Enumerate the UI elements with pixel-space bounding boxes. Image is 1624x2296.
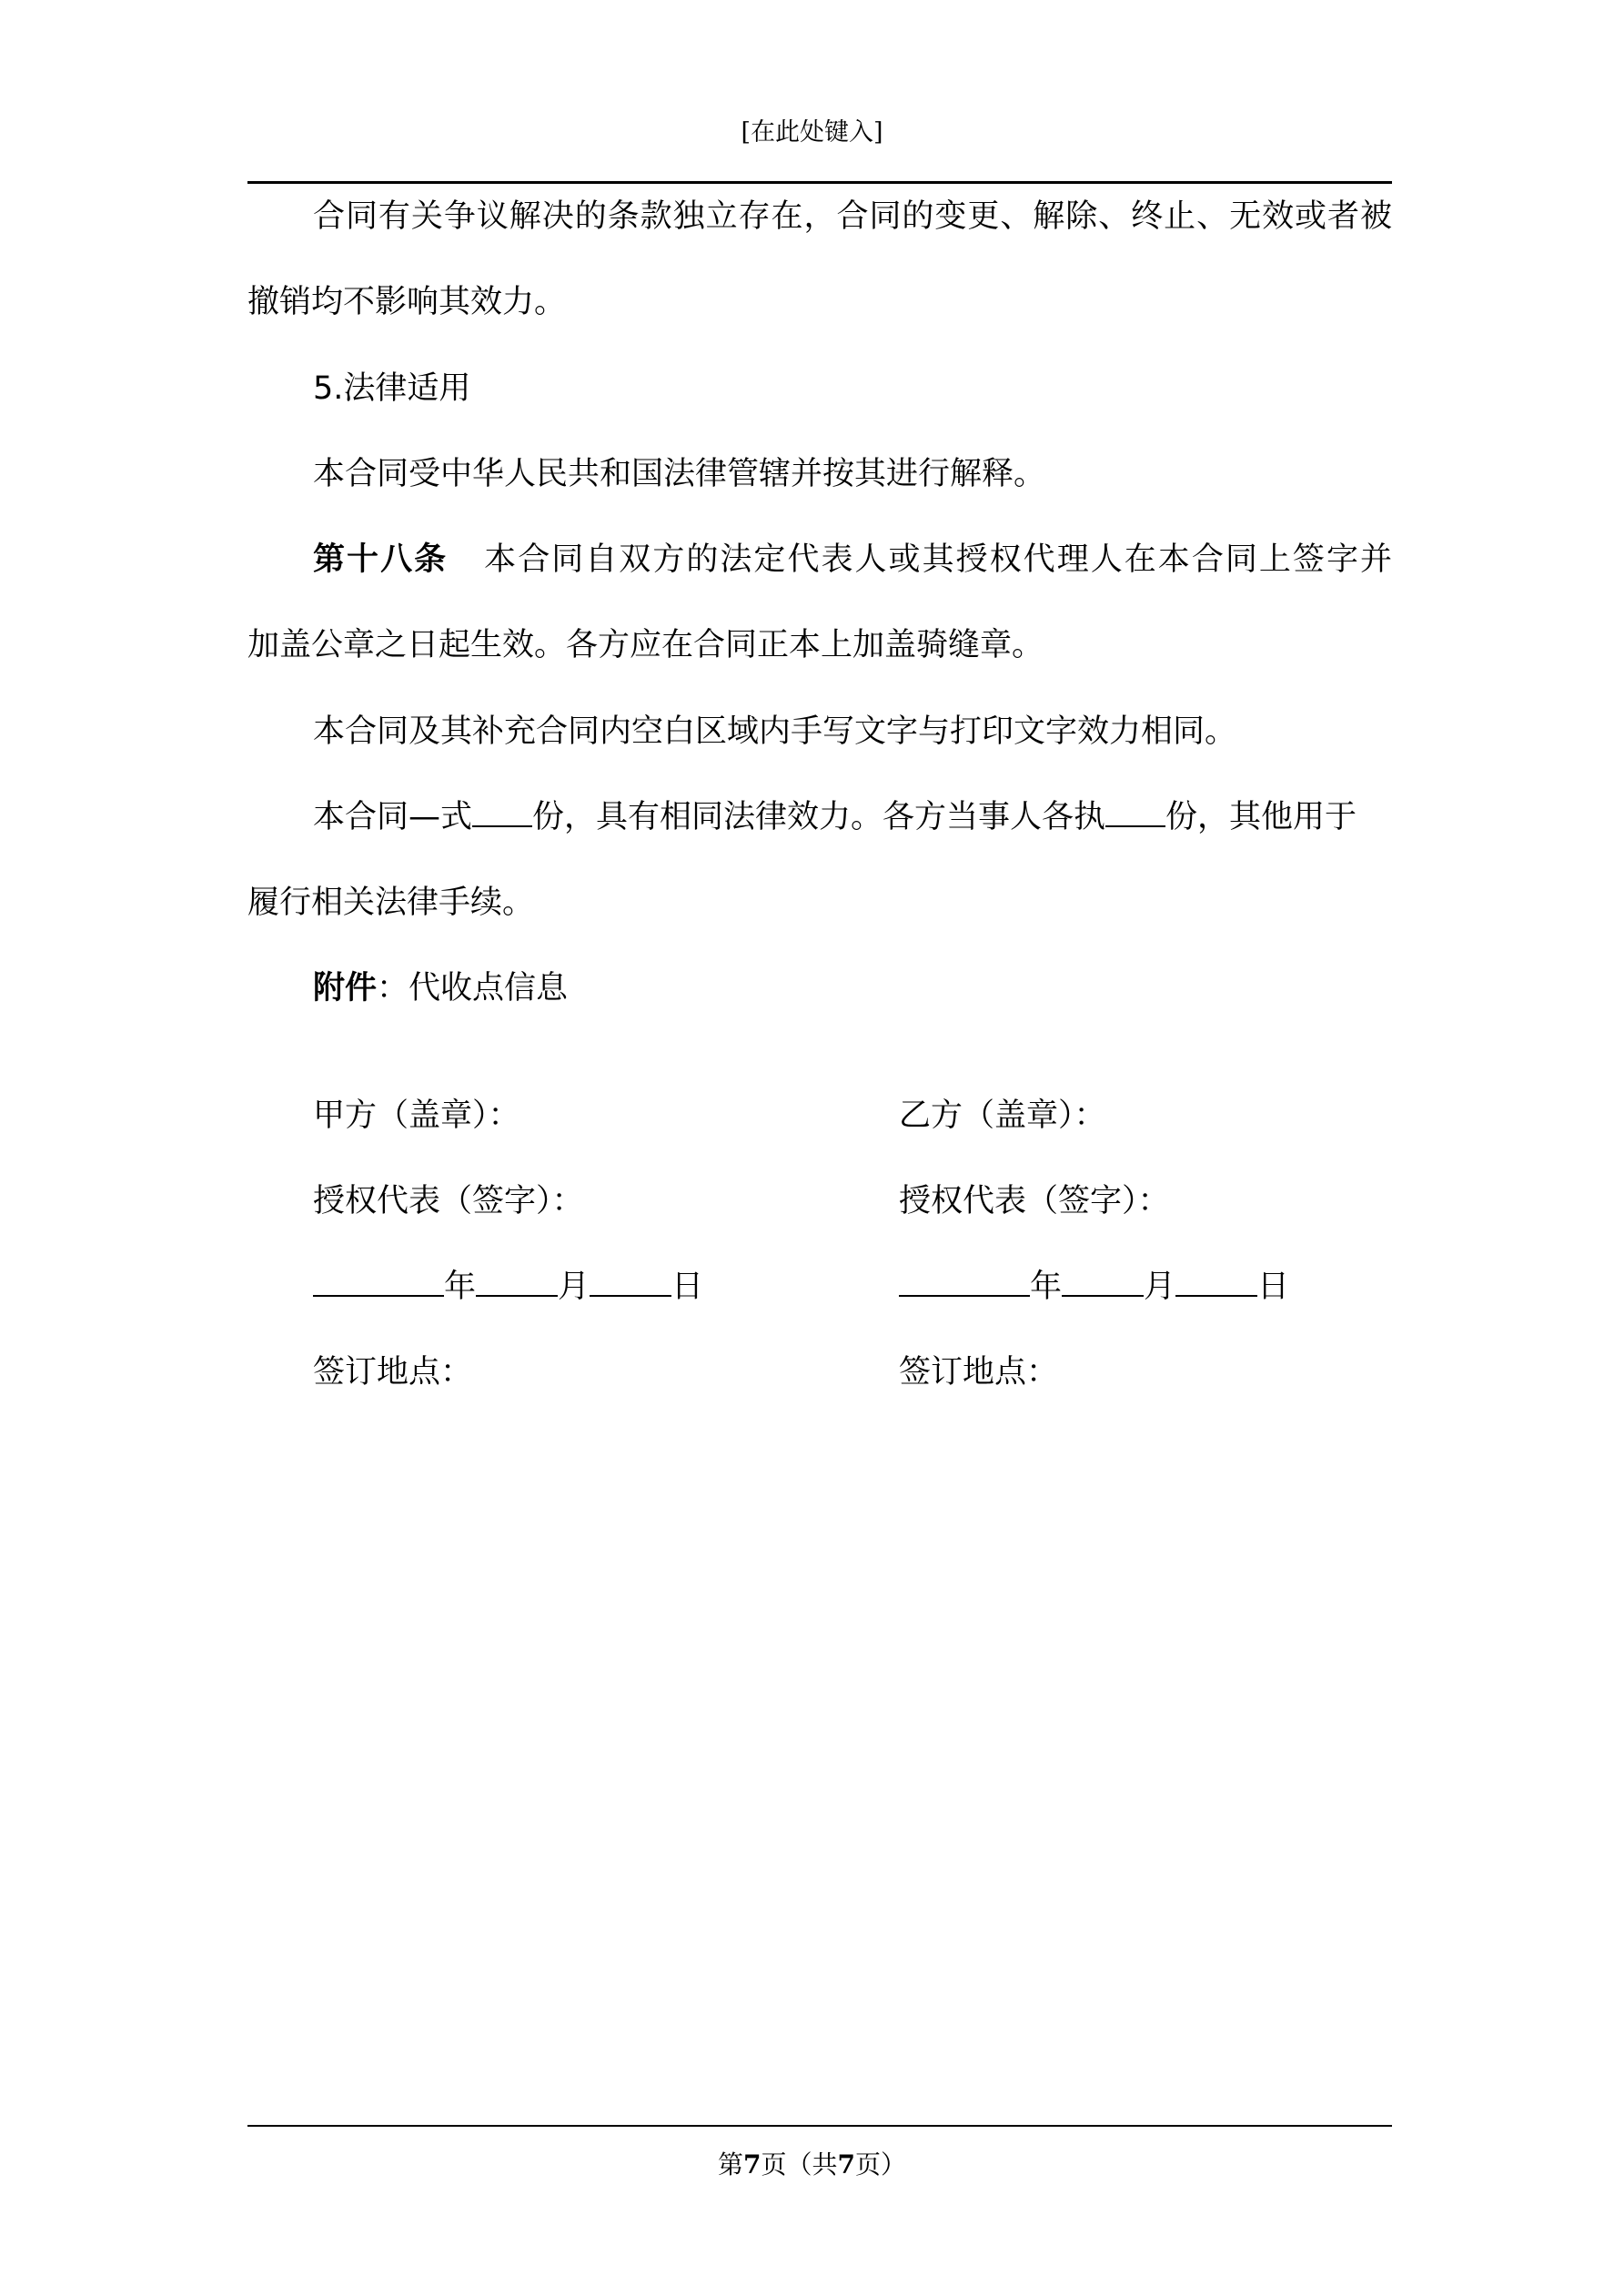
party-a-representative: 授权代表（签字）：	[313, 1183, 584, 1219]
attachment-text: ：代收点信息	[377, 970, 569, 1006]
attachment-label: 附件	[313, 970, 378, 1006]
party-b-seal: 乙方（盖章）：	[899, 1097, 1106, 1134]
party-b-day-blank[interactable]	[1175, 1268, 1257, 1297]
party-a-place: 签订地点：	[313, 1354, 473, 1391]
paragraph-governing-law: 本合同受中华人民共和国法律管辖并按其进行解释。	[313, 456, 1046, 492]
year-label: 年	[1030, 1269, 1063, 1305]
copies-text-c: 份，其他用于	[1165, 799, 1357, 835]
copies-text-b: 份，具有相同法律效力。各方当事人各执	[532, 799, 1106, 835]
party-a-day-blank[interactable]	[590, 1268, 671, 1297]
copies-each-blank[interactable]	[1105, 798, 1165, 827]
party-a-date	[313, 1265, 703, 1309]
article-18-line2: 加盖公章之日起生效。各方应在合同正本上加盖骑缝章。	[247, 627, 1044, 663]
paragraph-dispute-line1: 合同有关争议解决的条款独立存在，合同的变更、解除、终止、无效或者被	[313, 198, 1392, 235]
footer-mid: 页（共	[761, 2149, 838, 2180]
page-footer	[0, 2148, 1624, 2182]
paragraph-copies-line2: 履行相关法律手续。	[247, 885, 535, 921]
party-b-place: 签订地点：	[899, 1354, 1059, 1391]
paragraph-copies-line1	[313, 795, 1357, 839]
page-header: [在此处键入]	[741, 118, 883, 147]
party-b-date	[899, 1265, 1289, 1309]
attachment-line	[313, 966, 568, 1010]
article-18-label: 第十八条	[313, 541, 449, 578]
party-a-month-blank[interactable]	[476, 1268, 558, 1297]
total-page-number: 7	[837, 2149, 855, 2180]
paragraph-dispute-line2: 撤销均不影响其效力。	[247, 284, 567, 320]
footer-prefix: 第	[717, 2149, 743, 2180]
article-18-line1	[313, 538, 1392, 582]
section-governing-law: 5.法律适用	[313, 370, 471, 407]
day-label: 日	[1257, 1269, 1290, 1305]
copies-text-a: 本合同—式	[313, 799, 473, 835]
party-b-representative: 授权代表（签字）：	[899, 1183, 1170, 1219]
current-page-number: 7	[743, 2149, 762, 2180]
header-divider	[247, 181, 1392, 184]
party-a-year-blank[interactable]	[313, 1268, 444, 1297]
footer-suffix: 页）	[854, 2149, 906, 2180]
article-18-text: 本合同自双方的法定代表人或其授权代理人在本合同上签字并	[482, 541, 1392, 578]
party-a-seal: 甲方（盖章）：	[313, 1097, 520, 1134]
month-label: 月	[558, 1269, 590, 1305]
copies-total-blank[interactable]	[472, 798, 532, 827]
day-label: 日	[671, 1269, 704, 1305]
year-label: 年	[444, 1269, 477, 1305]
party-b-month-blank[interactable]	[1062, 1268, 1144, 1297]
paragraph-handwriting: 本合同及其补充合同内空白区域内手写文字与打印文字效力相同。	[313, 713, 1237, 750]
month-label: 月	[1144, 1269, 1176, 1305]
party-b-year-blank[interactable]	[899, 1268, 1030, 1297]
footer-divider	[247, 2125, 1392, 2127]
